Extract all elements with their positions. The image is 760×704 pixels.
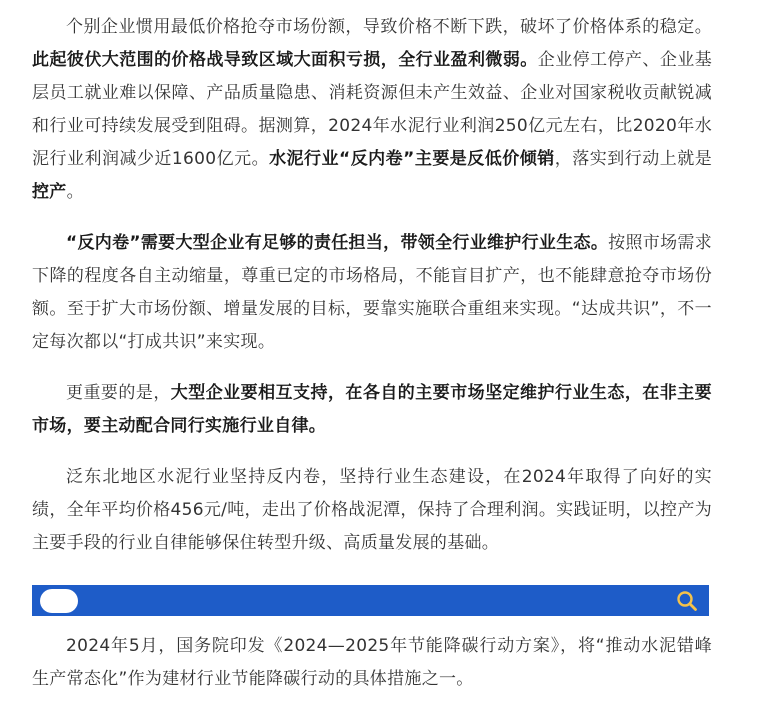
text-span: 更重要的是， bbox=[66, 383, 171, 403]
article-body-continued bbox=[32, 630, 712, 696]
paragraph-5 bbox=[32, 630, 712, 696]
paragraph-2 bbox=[32, 227, 712, 359]
text-span: ，落实到行动上就是 bbox=[554, 149, 712, 169]
text-span: 企业停工停产、企业基层员工就业难以保障、产品质量隐患、消耗资源但未产生效益、企业对国家税收贡献锐减和行业可持续发展受到阻碍。据测算，2024年水泥行业利润250亿元左右，比2020年水泥行业利润减少近1600亿元。 bbox=[32, 50, 713, 169]
text-span: 泛东北地区水泥行业坚持反内卷，坚持行业生态建设，在2024年取得了向好的实绩，全年平均价格456元/吨，走出了价格战泥潭，保持了合理利润。实践证明，以控产为主要手段的行业自律能够保住转型升级、高质量发展的基础。 bbox=[32, 467, 712, 553]
bold-text: 此起彼伏大范围的价格战导致区域大面积亏损，全行业盈利微弱。 bbox=[32, 50, 538, 70]
text-span: 。 bbox=[66, 182, 84, 202]
paragraph-3 bbox=[32, 377, 712, 443]
paragraph-1 bbox=[32, 11, 712, 209]
article-body bbox=[32, 0, 712, 560]
bold-text: 控产 bbox=[32, 182, 67, 202]
text-span: 2024年5月，国务院印发《2024—2025年节能降碳行动方案》，将“推动水泥错峰生产常态化”作为建材行业节能降碳行动的具体措施之一。 bbox=[32, 636, 712, 689]
bold-text: “反内卷”需要大型企业有足够的责任担当，带领全行业维护行业生态。 bbox=[66, 233, 609, 253]
bold-text: 大型企业要相互支持，在各自的主要市场坚定维护行业生态，在非主要市场，要主动配合同行实施行业自律。 bbox=[32, 383, 712, 436]
paragraph-4 bbox=[32, 461, 712, 560]
search-icon[interactable] bbox=[673, 587, 701, 615]
text-span: 个别企业惯用最低价格抢夺市场份额，导致价格不断下跌，破坏了价格体系的稳定。 bbox=[66, 17, 712, 37]
section-header-bar bbox=[32, 585, 709, 616]
text-span: 按照市场需求下降的程度各自主动缩量，尊重已定的市场格局，不能盲目扩产，也不能肆意抢夺市场份额。至于扩大市场份额、增量发展的目标，要靠实施联合重组来实现。“达成共识”，不一定每次都以“打成共识”来实现。 bbox=[32, 233, 712, 352]
bold-text: 水泥行业“反内卷”主要是反低价倾销 bbox=[269, 149, 555, 169]
section-number-badge bbox=[40, 589, 78, 613]
